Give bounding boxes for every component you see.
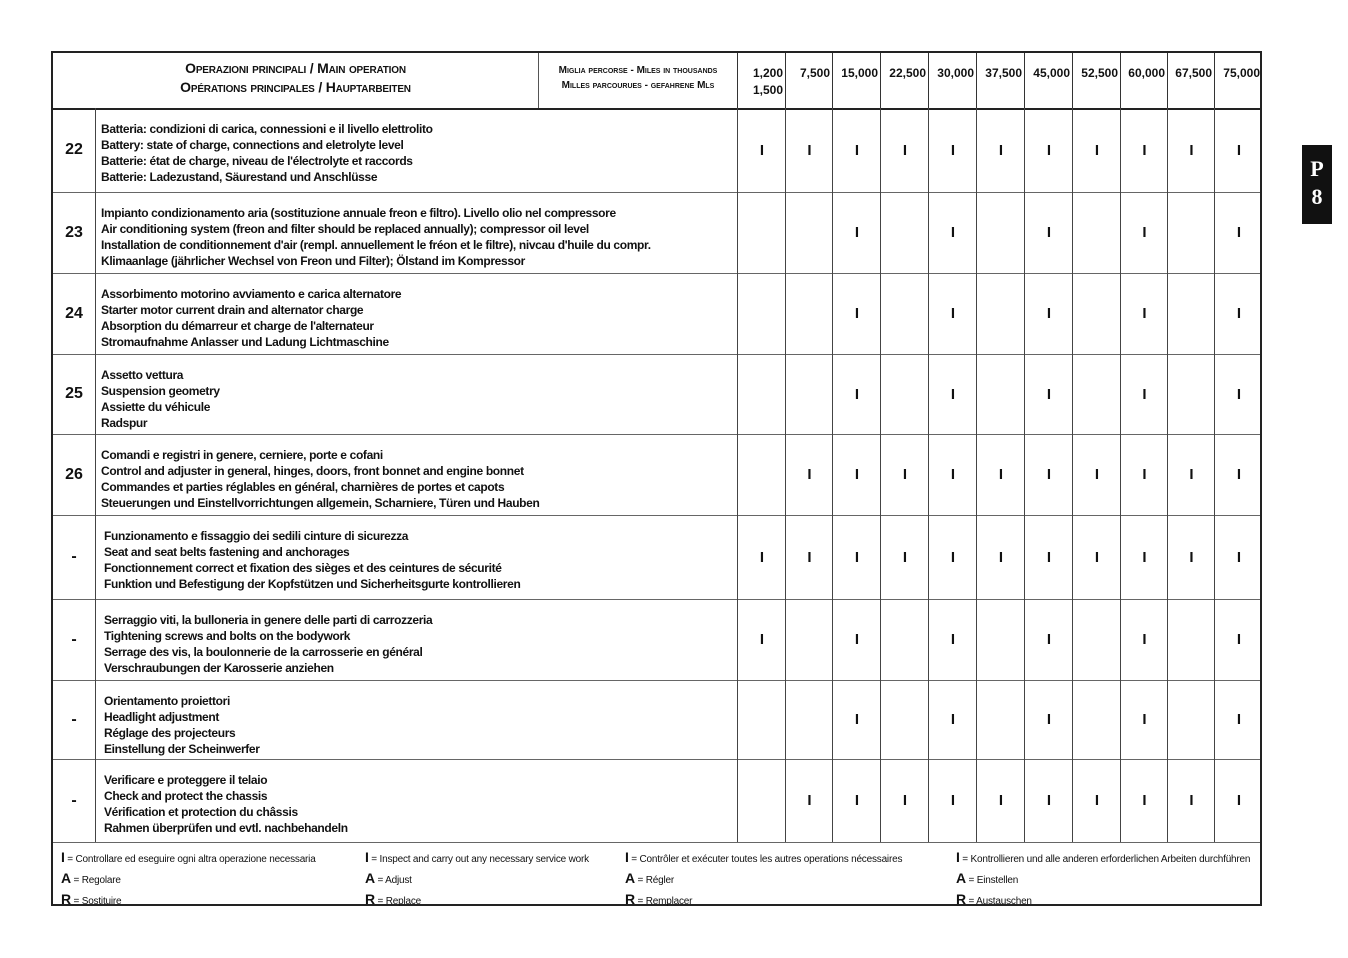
service-mark-cell (737, 680, 786, 759)
table-header (53, 53, 1260, 110)
service-mark-cell: I (928, 434, 977, 515)
service-mark-cell (785, 273, 833, 354)
description-line: Tightening screws and bolts on the bodywork (104, 629, 351, 643)
table-row (53, 192, 1260, 274)
legend-entry (956, 848, 1250, 869)
description-line: Battery: state of charge, connections and eletrolyte level (101, 138, 404, 152)
legend-equals: = (628, 854, 640, 865)
service-mark-cell: I (1120, 599, 1168, 680)
legend-equals: = (64, 854, 76, 865)
legend-entry (956, 890, 1250, 911)
table-row (53, 680, 1260, 760)
service-mark-cell: I (1214, 108, 1263, 192)
service-mark-cell: I (785, 515, 833, 599)
service-mark-cell: I (1024, 515, 1073, 599)
service-mark-cell: I (880, 434, 929, 515)
service-mark-cell: I (1120, 680, 1168, 759)
legend-equals: = (965, 875, 977, 886)
operation-description (104, 693, 260, 757)
service-mark-cell: I (976, 434, 1025, 515)
table-row (53, 273, 1260, 355)
description-line: Air conditioning system (freon and filter should be replaced annually); compressor oil level (101, 222, 589, 236)
service-mark-cell: I (832, 273, 881, 354)
service-mark-cell: I (1024, 354, 1073, 434)
legend-text: Regolare (81, 875, 121, 886)
legend-entry (956, 869, 1250, 890)
service-mark-cell: I (1072, 108, 1121, 192)
operation-description (104, 772, 348, 836)
legend-text: Adjust (385, 875, 412, 886)
section-number: 8 (1311, 184, 1323, 209)
legend-column (956, 848, 1250, 911)
service-mark-cell: I (928, 354, 977, 434)
service-mark-cell (1167, 680, 1215, 759)
table-row (53, 354, 1260, 435)
service-mark-cell: I (1214, 599, 1263, 680)
miles-heading (538, 53, 737, 108)
legend-text: Sostituire (81, 896, 122, 907)
mileage-column-header: 52,500 (1072, 53, 1120, 108)
service-mark-cell: I (785, 434, 833, 515)
service-mark-cell (785, 680, 833, 759)
description-line: Installation de conditionnement d'air (rempl. annuellement le fréon et le filtre), nivcau d'huile du compr. (101, 238, 651, 252)
service-mark-cell (1072, 599, 1121, 680)
service-mark-cell (785, 192, 833, 273)
service-mark-cell: I (976, 759, 1025, 842)
legend-key: A (365, 870, 375, 886)
service-mark-cell: I (1024, 680, 1073, 759)
operation-description (101, 447, 539, 511)
legend-key: I (625, 849, 629, 865)
description-line: Seat and seat belts fastening and anchorages (104, 545, 350, 559)
mileage-column-header: 30,000 (928, 53, 976, 108)
service-mark-cell: I (1120, 759, 1168, 842)
legend-column (61, 848, 316, 911)
service-mark-cell: I (1024, 759, 1073, 842)
table-row (53, 515, 1260, 600)
legend-entry (625, 890, 902, 911)
description-line: Batterie: état de charge, niveau de l'électrolyte et raccords (101, 154, 413, 168)
legend-equals: = (959, 854, 971, 865)
description-line: Stromaufnahme Anlasser und Ladung Lichtmaschine (101, 335, 389, 349)
service-mark-cell: I (928, 759, 977, 842)
legend-entry (365, 848, 589, 869)
description-line: Commandes et parties réglables en général, charnières de portes et capots (101, 480, 505, 494)
legend-column (625, 848, 902, 911)
service-mark-cell: I (1072, 515, 1121, 599)
service-mark-cell: I (1214, 759, 1263, 842)
table-row (53, 599, 1260, 681)
description-line: Assorbimento motorino avviamento e carica alternatore (101, 287, 402, 301)
legend-key: A (61, 870, 71, 886)
service-mark-cell (785, 354, 833, 434)
service-mark-cell (880, 354, 929, 434)
section-tab (1302, 145, 1332, 224)
description-line: Klimaanlage (jährlicher Wechsel von Freon und Filter); Ölstand im Kompressor (101, 254, 525, 268)
service-mark-cell (976, 680, 1025, 759)
service-mark-cell: I (832, 515, 881, 599)
mileage-column-header: 1,200 1,500 (737, 53, 785, 108)
service-mark-cell: I (785, 108, 833, 192)
service-mark-cell: I (737, 599, 786, 680)
service-mark-cell: I (1214, 434, 1263, 515)
operation-number: - (53, 599, 96, 680)
service-mark-cell: I (1024, 273, 1073, 354)
legend-equals: = (965, 896, 977, 907)
description-line: Assiette du véhicule (101, 400, 211, 414)
main-operation-heading (53, 59, 538, 97)
operation-number: 24 (53, 273, 96, 354)
description-line: Serraggio viti, la bulloneria in genere delle parti di carrozzeria (104, 613, 433, 627)
description-line: Serrage des vis, la boulonnerie de la carrosserie en général (104, 645, 423, 659)
description-line: Radspur (101, 416, 148, 430)
service-mark-cell: I (832, 599, 881, 680)
service-mark-cell (880, 599, 929, 680)
service-mark-cell (737, 434, 786, 515)
service-mark-cell: I (1167, 434, 1215, 515)
legend-equals: = (70, 875, 82, 886)
operation-number: 26 (53, 434, 96, 515)
service-mark-cell: I (832, 680, 881, 759)
legend-key: A (956, 870, 966, 886)
service-mark-cell (737, 273, 786, 354)
operation-description (101, 286, 401, 350)
mileage-column-header: 45,000 (1024, 53, 1072, 108)
service-mark-cell: I (880, 515, 929, 599)
service-mark-cell (880, 680, 929, 759)
service-mark-cell (880, 192, 929, 273)
section-letter: P (1310, 156, 1324, 181)
service-mark-cell (1072, 192, 1121, 273)
legend-entry (61, 869, 316, 890)
legend-entry (365, 869, 589, 890)
description-line: Check and protect the chassis (104, 789, 268, 803)
service-mark-cell (1072, 680, 1121, 759)
description-line: Réglage des projecteurs (104, 726, 236, 740)
legend-text: Kontrollieren und alle anderen erforderlichen Arbeiten durchführen (970, 854, 1251, 865)
service-mark-cell: I (1167, 515, 1215, 599)
operation-description (101, 205, 651, 269)
service-mark-cell: I (928, 192, 977, 273)
description-line: Rahmen überprüfen und evtl. nachbehandeln (104, 821, 348, 835)
operation-number: 23 (53, 192, 96, 273)
service-mark-cell: I (1072, 759, 1121, 842)
service-mark-cell: I (1214, 515, 1263, 599)
legend-text: Replace (385, 896, 422, 907)
mileage-column-header: 75,000 (1214, 53, 1262, 108)
legend-text: Contrôler et exécuter toutes les autres operations nécessaires (639, 854, 903, 865)
service-mark-cell: I (928, 680, 977, 759)
legend-equals: = (374, 896, 386, 907)
operation-description (101, 367, 220, 431)
service-mark-cell: I (785, 759, 833, 842)
service-mark-cell: I (832, 759, 881, 842)
service-mark-cell: I (1120, 354, 1168, 434)
description-line: Steuerungen und Einstellvorrichtungen allgemein, Scharniere, Türen und Hauben (101, 496, 540, 510)
legend-text: Inspect and carry out any necessary service work (379, 854, 589, 865)
service-mark-cell: I (1024, 108, 1073, 192)
description-line: Einstellung der Scheinwerfer (104, 742, 260, 756)
miles-line: Milles parcourues - gefahrene Mls (561, 80, 715, 91)
service-mark-cell: I (1167, 759, 1215, 842)
service-mark-cell: I (1120, 192, 1168, 273)
service-mark-cell: I (1120, 108, 1168, 192)
service-mark-cell (1167, 192, 1215, 273)
service-mark-cell: I (1214, 192, 1263, 273)
legend-text: Austauschen (976, 896, 1032, 907)
table-row (53, 759, 1260, 843)
service-mark-cell: I (1120, 434, 1168, 515)
mileage-column-header: 15,000 (832, 53, 880, 108)
service-mark-cell (785, 599, 833, 680)
description-line: Suspension geometry (101, 384, 220, 398)
legend-entry (625, 848, 902, 869)
service-mark-cell: I (1120, 515, 1168, 599)
legend (53, 842, 1260, 907)
legend-key: R (625, 891, 635, 907)
legend-text: Régler (645, 875, 674, 886)
description-line: Batterie: Ladezustand, Säurestand und Anschlüsse (101, 170, 378, 184)
operation-number: - (53, 759, 96, 842)
legend-text: Einstellen (976, 875, 1019, 886)
operation-description (101, 121, 433, 185)
service-mark-cell (976, 273, 1025, 354)
legend-equals: = (70, 896, 82, 907)
mileage-column-header: 67,500 (1167, 53, 1214, 108)
description-line: Vérification et protection du châssis (104, 805, 298, 819)
legend-entry (61, 890, 316, 911)
legend-entry (625, 869, 902, 890)
service-mark-cell (1167, 354, 1215, 434)
service-mark-cell: I (928, 108, 977, 192)
legend-entry (365, 890, 589, 911)
description-line: Verschraubungen der Karosserie anziehen (104, 661, 334, 675)
legend-key: I (61, 849, 65, 865)
service-mark-cell (976, 192, 1025, 273)
service-mark-cell (1167, 273, 1215, 354)
service-mark-cell (976, 599, 1025, 680)
service-mark-cell: I (832, 434, 881, 515)
operation-number: - (53, 680, 96, 759)
service-mark-cell (1167, 599, 1215, 680)
legend-text: Controllare ed eseguire ogni altra operazione necessaria (75, 854, 316, 865)
legend-key: R (61, 891, 71, 907)
service-mark-cell (737, 759, 786, 842)
description-line: Orientamento proiettori (104, 694, 230, 708)
table-row (53, 434, 1260, 516)
service-mark-cell: I (1214, 680, 1263, 759)
service-mark-cell: I (1072, 434, 1121, 515)
description-line: Batteria: condizioni di carica, connessioni e il livello elettrolito (101, 122, 433, 136)
mileage-column-header: 60,000 (1120, 53, 1167, 108)
description-line: Headlight adjustment (104, 710, 220, 724)
service-mark-cell (976, 354, 1025, 434)
legend-key: R (365, 891, 375, 907)
service-mark-cell (1072, 273, 1121, 354)
service-mark-cell: I (1024, 192, 1073, 273)
legend-key: I (365, 849, 369, 865)
service-mark-cell: I (928, 273, 977, 354)
service-mark-cell: I (1214, 273, 1263, 354)
operation-number: 22 (53, 108, 96, 192)
service-mark-cell: I (976, 108, 1025, 192)
operation-description (104, 528, 520, 592)
description-line: Funktion und Befestigung der Kopfstützen und Sicherheitsgurte kontrollieren (104, 577, 521, 591)
description-line: Funzionamento e fissaggio dei sedili cinture di sicurezza (104, 529, 409, 543)
operation-number: 25 (53, 354, 96, 434)
description-line: Verificare e proteggere il telaio (104, 773, 268, 787)
service-mark-cell (880, 273, 929, 354)
legend-equals: = (374, 875, 386, 886)
legend-column (365, 848, 589, 911)
legend-equals: = (634, 896, 646, 907)
description-line: Comandi e registri in genere, cerniere, porte e cofani (101, 448, 383, 462)
description-line: Fonctionnement correct et fixation des sièges et des ceintures de sécurité (104, 561, 502, 575)
legend-key: A (625, 870, 635, 886)
service-mark-cell: I (737, 515, 786, 599)
description-line: Impianto condizionamento aria (sostituzione annuale freon e filtro). Livello olio nel compressore (101, 206, 616, 220)
service-mark-cell: I (1120, 273, 1168, 354)
service-mark-cell: I (832, 108, 881, 192)
table-row (53, 108, 1260, 193)
service-mark-cell: I (928, 515, 977, 599)
miles-line: Miglia percorse - Miles in thousands (558, 65, 718, 76)
legend-entry (61, 848, 316, 869)
description-line: Absorption du démarreur et charge de l'alternateur (101, 319, 374, 333)
service-mark-cell (737, 192, 786, 273)
service-mark-cell (737, 354, 786, 434)
service-mark-cell: I (880, 108, 929, 192)
legend-text: Remplacer (645, 896, 693, 907)
heading-line: Opérations principales / Hauptarbeiten (180, 79, 411, 95)
service-mark-cell: I (1024, 599, 1073, 680)
maintenance-schedule-table (51, 51, 1262, 906)
legend-equals: = (368, 854, 380, 865)
service-mark-cell: I (1214, 354, 1263, 434)
legend-equals: = (634, 875, 646, 886)
service-mark-cell: I (928, 599, 977, 680)
heading-line: Operazioni principali / Main operation (185, 60, 406, 76)
operation-number: - (53, 515, 96, 599)
operation-description (104, 612, 432, 676)
description-line: Starter motor current drain and alternator charge (101, 303, 364, 317)
service-mark-cell (1072, 354, 1121, 434)
service-mark-cell: I (880, 759, 929, 842)
description-line: Control and adjuster in general, hinges, doors, front bonnet and engine bonnet (101, 464, 524, 478)
service-mark-cell: I (832, 354, 881, 434)
description-line: Assetto vettura (101, 368, 184, 382)
mileage-column-header: 7,500 (785, 53, 832, 108)
service-mark-cell: I (1167, 108, 1215, 192)
mileage-column-header: 22,500 (880, 53, 928, 108)
service-mark-cell: I (976, 515, 1025, 599)
legend-key: I (956, 849, 960, 865)
service-mark-cell: I (737, 108, 786, 192)
mileage-column-header: 37,500 (976, 53, 1024, 108)
service-mark-cell: I (832, 192, 881, 273)
service-mark-cell: I (1024, 434, 1073, 515)
legend-key: R (956, 891, 966, 907)
